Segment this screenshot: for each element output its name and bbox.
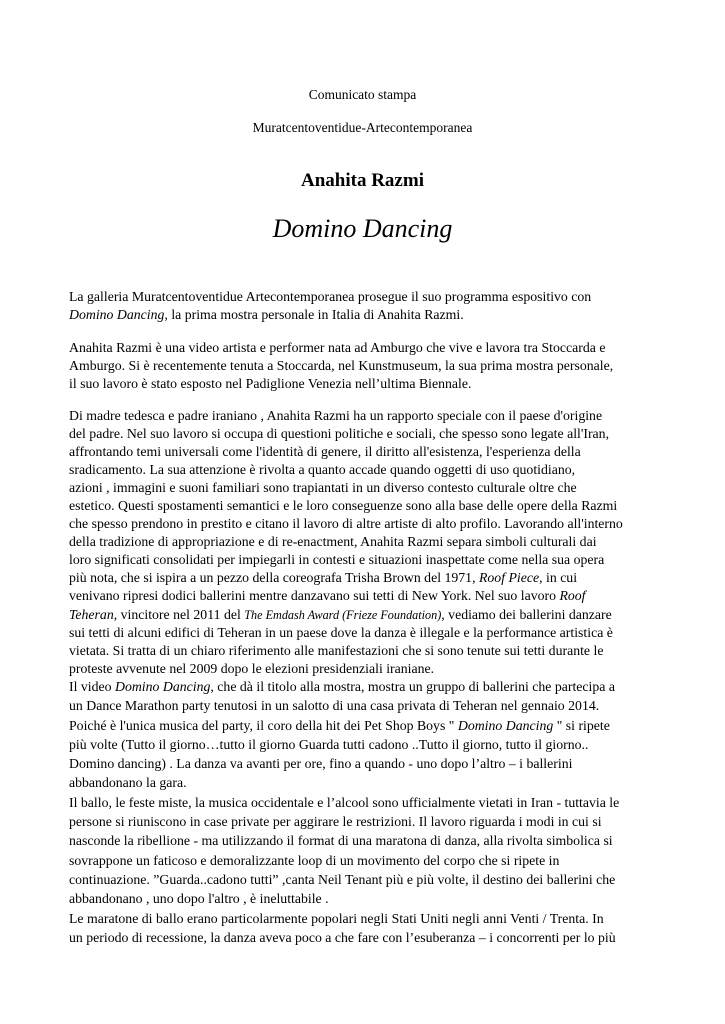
line-text: abbandonano la gara. bbox=[69, 775, 187, 791]
italic-title: Teheran bbox=[69, 606, 114, 622]
text-line bbox=[69, 339, 659, 357]
text-line bbox=[69, 870, 659, 889]
text-line bbox=[69, 497, 659, 515]
paragraph-intro bbox=[69, 288, 659, 324]
doc-type-heading: Comunicato stampa bbox=[308, 87, 417, 102]
line-text: sovrappone un faticoso e demoralizzante loop di un movimento del corpo che si ripete in bbox=[69, 852, 560, 868]
italic-title: Domino Dancing, bbox=[69, 307, 168, 323]
line-text: , che dà il titolo alla mostra, mostra un gruppo di ballerini che partecipa a bbox=[210, 679, 615, 694]
gallery-heading: Muratcentoventidue-Artecontemporanea bbox=[252, 120, 473, 135]
text-line bbox=[69, 443, 659, 461]
line-text: del padre. Nel suo lavoro si occupa di questioni politiche e sociali, che spesso sono legate all'Iran, bbox=[69, 426, 610, 442]
line-text: , in cui bbox=[539, 570, 578, 586]
line-text: più volte (Tutto il giorno…tutto il giorno Guarda tutti cadono ..Tutto il giorno, tutto il giorno.. bbox=[69, 736, 589, 752]
line-text: la prima mostra personale in Italia di Anahita Razmi. bbox=[167, 307, 464, 323]
text-line bbox=[69, 479, 659, 497]
line-text: affrontando temi universali come l'identità di genere, il diritto all'esistenza, l'esperienza della bbox=[69, 444, 581, 460]
text-line bbox=[69, 793, 659, 812]
line-text: un periodo di recessione, la danza aveva poco a che fare con l’esuberanza – i concorrenti per lo più bbox=[69, 929, 616, 945]
paragraph-artist-practice bbox=[69, 407, 659, 678]
award-name: The Emdash Award (Frieze Foundation) bbox=[244, 607, 442, 622]
text-line bbox=[69, 606, 659, 624]
line-text: Amburgo. Si è recentemente tenuta a Stoccarda, nel Kunstmuseum, la sua prima mostra personale, bbox=[69, 358, 614, 374]
exhibition-title: Domino Dancing bbox=[272, 214, 453, 243]
text-line bbox=[69, 754, 659, 773]
text-line bbox=[69, 515, 659, 533]
text-line bbox=[69, 928, 659, 947]
text-line bbox=[69, 831, 659, 850]
line-text: Poiché è l'unica musica del party, il coro della hit dei Pet Shop Boys " bbox=[69, 717, 458, 733]
text-line bbox=[69, 909, 659, 928]
paragraph-video-description bbox=[69, 677, 659, 947]
line-text: persone si riuniscono in case private per aggirare le restrizioni. Il lavoro riguarda i modi in cui si bbox=[69, 814, 602, 830]
text-line bbox=[69, 735, 659, 754]
text-line bbox=[69, 357, 659, 375]
line-text: abbandonano , uno dopo l'altro , è ineluttabile . bbox=[69, 891, 329, 907]
text-line bbox=[69, 407, 659, 425]
line-text: " si ripete bbox=[553, 717, 610, 733]
artist-name: Anahita Razmi bbox=[301, 170, 424, 191]
line-text: proteste avvenute nel 2009 dopo le elezioni presidenziali iraniane. bbox=[69, 660, 435, 676]
text-line bbox=[69, 677, 659, 696]
text-line bbox=[69, 642, 659, 660]
line-text: Di madre tedesca e padre iraniano , Anahita Razmi ha un rapporto speciale con il paese d'origine bbox=[69, 408, 603, 423]
line-text: La galleria Muratcentoventidue Artecontemporanea prosegue il suo programma espositivo con bbox=[69, 289, 592, 304]
line-text: Anahita Razmi è una video artista e performer nata ad Amburgo che vive e lavora tra Stoccarda e bbox=[69, 340, 606, 355]
text-line bbox=[69, 587, 659, 605]
line-text: più nota, che si ispira a un pezzo della coreografa Trisha Brown del 1971, bbox=[69, 570, 479, 586]
line-text: che spesso prendono in prestito e citano il lavoro di altre artiste di alto profilo. Lavorando all'interno bbox=[69, 516, 623, 532]
text-line bbox=[69, 812, 659, 831]
text-line bbox=[69, 569, 659, 587]
line-text: , vincitore nel 2011 del bbox=[113, 606, 245, 622]
line-text: loro significati consolidati per impiegarli in contesti e situazioni inaspettate come nella sua opera bbox=[69, 552, 605, 568]
italic-title: Roof Piece bbox=[478, 570, 540, 586]
text-line bbox=[69, 375, 659, 393]
text-line bbox=[69, 851, 659, 870]
line-text: continuazione. ”Guarda..cadono tutti” ,canta Neil Tenant più e più volte, il destino dei ballerini che bbox=[69, 871, 616, 887]
line-text: , vediamo dei ballerini danzare bbox=[441, 606, 612, 622]
text-line bbox=[69, 461, 659, 479]
line-text: della tradizione di appropriazione e di re-enactment, Anahita Razmi separa simboli culturali dai bbox=[69, 534, 597, 550]
line-text: Le maratone di ballo erano particolarmente popolari negli Stati Uniti negli anni Venti / Trenta. In bbox=[69, 910, 604, 926]
line-text: azioni , immagini e suoni familiari sono trapiantati in un diverso contesto culturale oltre che bbox=[69, 480, 577, 496]
line-text: Il video bbox=[69, 679, 115, 694]
line-text: Il ballo, le feste miste, la musica occidentale e l’alcool sono ufficialmente vietati in Iran - tuttavia le bbox=[69, 794, 620, 810]
text-line bbox=[69, 696, 659, 715]
line-text: sradicamento. La sua attenzione è rivolta a quanto accade quando oggetti di uso quotidiano, bbox=[69, 462, 576, 478]
text-line bbox=[69, 660, 659, 678]
text-line bbox=[69, 533, 659, 551]
text-line bbox=[69, 288, 659, 306]
text-line bbox=[69, 716, 659, 735]
line-text: sui tetti di alcuni edifici di Teheran in un paese dove la danza è illegale e la performance artistica è bbox=[69, 624, 613, 640]
text-line bbox=[69, 773, 659, 792]
text-line bbox=[69, 889, 659, 908]
line-text: venivano ripresi dodici ballerini mentre danzavano sui tetti di New York. Nel suo lavoro bbox=[69, 588, 560, 604]
text-line bbox=[69, 551, 659, 569]
line-text: Domino dancing) . La danza va avanti per ore, fino a quando - uno dopo l’altro – i ballerini bbox=[69, 756, 573, 772]
italic-title: Roof bbox=[559, 588, 586, 604]
text-line bbox=[69, 425, 659, 443]
italic-title: Domino Dancing bbox=[457, 717, 554, 733]
paragraph-artist-bio bbox=[69, 339, 659, 394]
italic-title: Domino Dancing bbox=[114, 679, 211, 694]
line-text: nasconde la ribellione - ma utilizzando il format di una maratona di danza, alla rivolta simbolica si bbox=[69, 833, 613, 849]
line-text: estetico. Questi spostamenti semantici e le loro conseguenze sono alla base delle opere della Razmi bbox=[69, 498, 618, 514]
text-line bbox=[69, 306, 659, 324]
line-text: vietata. Si tratta di un chiaro riferimento alle manifestazioni che si sono tenute sui tetti durante le bbox=[69, 642, 604, 658]
text-line bbox=[69, 624, 659, 642]
line-text: il suo lavoro è stato esposto nel Padiglione Venezia nell’ultima Biennale. bbox=[69, 376, 472, 392]
line-text: un Dance Marathon party tenutosi in un salotto di una casa privata di Teheran nel gennaio 2014. bbox=[69, 698, 600, 714]
